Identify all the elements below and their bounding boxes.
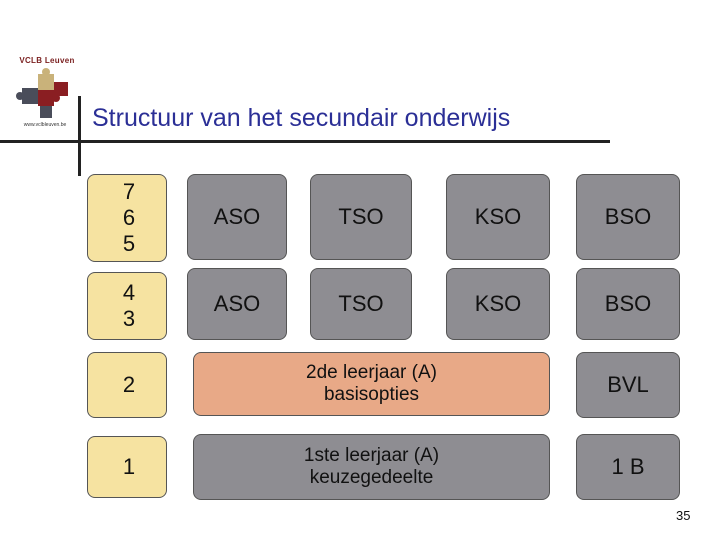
stream-tso-upper: TSO bbox=[310, 174, 412, 260]
second-year-subtitle: basisopties bbox=[323, 384, 420, 405]
year-label: 2 bbox=[122, 372, 136, 397]
title-underline bbox=[0, 140, 610, 143]
bvl-box: BVL bbox=[576, 352, 680, 418]
year-label: 1 bbox=[122, 454, 136, 479]
logo-name: VCLB Leuven bbox=[19, 56, 75, 65]
second-year-box bbox=[193, 352, 550, 416]
stream-kso-upper: KSO bbox=[446, 174, 550, 260]
first-year-subtitle: keuzegedeelte bbox=[309, 467, 434, 488]
year-box-4-3 bbox=[87, 272, 167, 340]
year-label: 4 bbox=[122, 280, 136, 305]
stream-aso-upper: ASO bbox=[187, 174, 287, 260]
year-box-1 bbox=[87, 436, 167, 498]
second-year-title: 2de leerjaar (A) bbox=[306, 362, 437, 383]
stream-aso-lower: ASO bbox=[187, 268, 287, 340]
vclb-logo bbox=[12, 52, 78, 134]
page-number: 35 bbox=[676, 508, 691, 523]
title-vertical-rule bbox=[78, 96, 81, 176]
logo-url: www.vclbleuven.be bbox=[23, 122, 67, 128]
year-box-2 bbox=[87, 352, 167, 418]
year-box-7-6-5 bbox=[87, 174, 167, 262]
page-title: Structuur van het secundair onderwijs bbox=[92, 104, 511, 132]
year-label: 6 bbox=[122, 205, 136, 230]
first-year-box bbox=[193, 434, 550, 500]
stream-tso-lower: TSO bbox=[310, 268, 412, 340]
stream-bso-upper: BSO bbox=[576, 174, 680, 260]
stream-kso-lower: KSO bbox=[446, 268, 550, 340]
first-year-title: 1ste leerjaar (A) bbox=[303, 445, 440, 466]
stream-bso-lower: BSO bbox=[576, 268, 680, 340]
year-label: 7 bbox=[122, 179, 136, 204]
first-b-box: 1 B bbox=[576, 434, 680, 500]
year-label: 3 bbox=[122, 306, 136, 331]
year-label: 5 bbox=[122, 231, 136, 256]
